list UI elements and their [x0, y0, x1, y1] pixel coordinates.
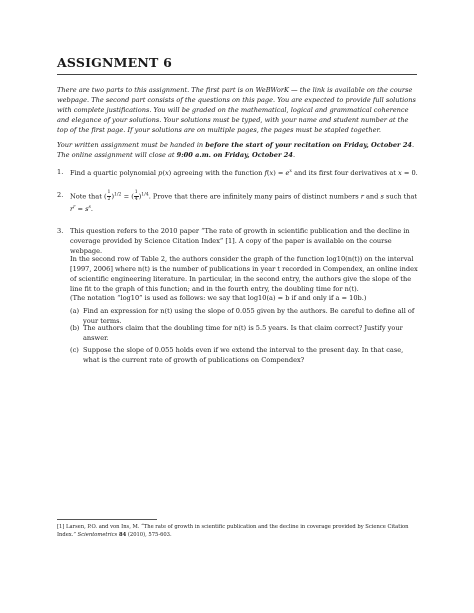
footnote-rule: [57, 519, 157, 520]
question-2-number: 2.: [57, 191, 64, 199]
intro-paragraph: There are two parts to this assignment. The first part is on WeBWorK — the link is available on the course webpage. The second part consists of the questions on this page. You are expected to provide full solutions with complete justifications. You will be graded on the mathematical, logical and grammatical coherence and elegance of your solutions. Your solutions must be typed, with your name and student number at the top of the first page. If your solutions are on multiple pages, the pages must be stapled together.: [57, 86, 416, 134]
title-rule: [57, 74, 417, 75]
question-3-number: 3.: [57, 227, 64, 235]
assignment-title: ASSIGNMENT 6: [57, 55, 172, 70]
online-deadline-bold: 9:00 a.m. on Friday, October 24: [176, 151, 293, 159]
deadline-bold: before the start of your recitation on Friday, October 24: [205, 141, 412, 149]
question-3-text: This question refers to the 2010 paper “The rate of growth in scientific publication and the decline in coverage provided by Science Citation Index” [1]. A copy of the paper is available on the course webpage.: [70, 227, 410, 255]
footnote-reference: [1] Larsen, P.O. and von Ins, M. “The rate of growth in scientific publication and the decline in coverage provided by Science Citation Index.” Scientometrics 84 (2010), 575-603.: [57, 524, 409, 538]
question-1-number: 1.: [57, 168, 64, 176]
question-3-context-paragraph: In the second row of Table 2, the authors consider the graph of the function log10(n(t)) on the interval [1997, 2006] where n(t) is the number of publications in year t recorded in Compendex, an online index of scientific engineering literature. In particular, in the second entry, the authors give the slope of the line fit to the graph of this function; and in the fourth entry, the doubling time for n(t).: [70, 255, 418, 293]
deadline-paragraph: Your written assignment must be handed in before the start of your recitation on Friday, October 24. The online assignment will close at 9:00 a.m. on Friday, October 24.: [57, 141, 415, 159]
question-1-text: Find a quartic polynomial p(x) agreeing with the function $f(x) = e^x$ and its first four derivatives at x = 0.: [70, 169, 418, 178]
question-2-text: Note that ( $\frac{1}{2}$ )$^{1/2}$ = ( $\frac{1}{4}$ )$^{1/4}$. Prove that there are infinitely many pairs of distinct numbers r and s such that $r^r = s^s$.: [70, 190, 418, 214]
question-3-notation-paragraph: (The notation “log10” is used as follows: we say that log10(a) = b if and only if a = 10b.): [70, 294, 367, 302]
document-page: ASSIGNMENT 6 There are two parts to this assignment. The first part is on WeBWorK — the link is available on the course webpage. The second part consists of the questions on this page. You are expected to provide full solutions with complete justifications. You will be graded on the mathematical, logical and grammatical coherence and elegance of your solutions. Your solutions must be typed, with your name and student number at the top of the first page. If your solutions are on multiple pages, the pages must be stapled together. Your written assignment must be handed in before the start of your recitation on Friday, October 24. The online assignment will close at 9:00 a.m. on Friday, October 24. 1. Find a quartic polynomial p(x) agreeing with the function $f(x) = e^x$ and its first four derivatives at x = 0. 2. Note that ( $\frac{1}{2}$ )$^{1/2}$ = ( $\frac{1}{4}$ )$^{1/4}$. Prove that there are infinitely many pairs of distinct numbers r and s such that $r^r = s^s$. 3. This question refers to the 2010 paper “The rate of growth in scientific publication and the decline in coverage provided by Science Citation Index” [1]. A copy of the paper is available on the course webpage. In the second row of Table 2, the authors consider the graph of the function log10(n(t)) on the interval [1997, 2006] where n(t) is the number of publications in year t recorded in Compendex, an online index of scientific engineering literature. In particular, in the second entry, the authors give the slope of the line fit to the graph of this function; and in the fourth entry, the doubling time for n(t). (The notation “log10” is used as follows: we say that log10(a) = b if and only if a = 10b.) (a) Find an expression for n(t) using the slope of 0.055 given by the authors. Be careful to define all of your terms. (b) The authors claim that the doubling time for n(t) is 5.5 years. Is that claim correct? Justify your answer. (c) Suppose the slope of 0.055 holds even if we extend the interval to the present day. In that case, what is the current rate of growth of publications on Compendex? [1] Larsen, P.O. and von Ins, M. “The rate of growth in scientific publication and the decline in coverage provided by Science Citation Index.” Scientometrics 84 (2010), 575-603.: [57, 55, 418, 538]
